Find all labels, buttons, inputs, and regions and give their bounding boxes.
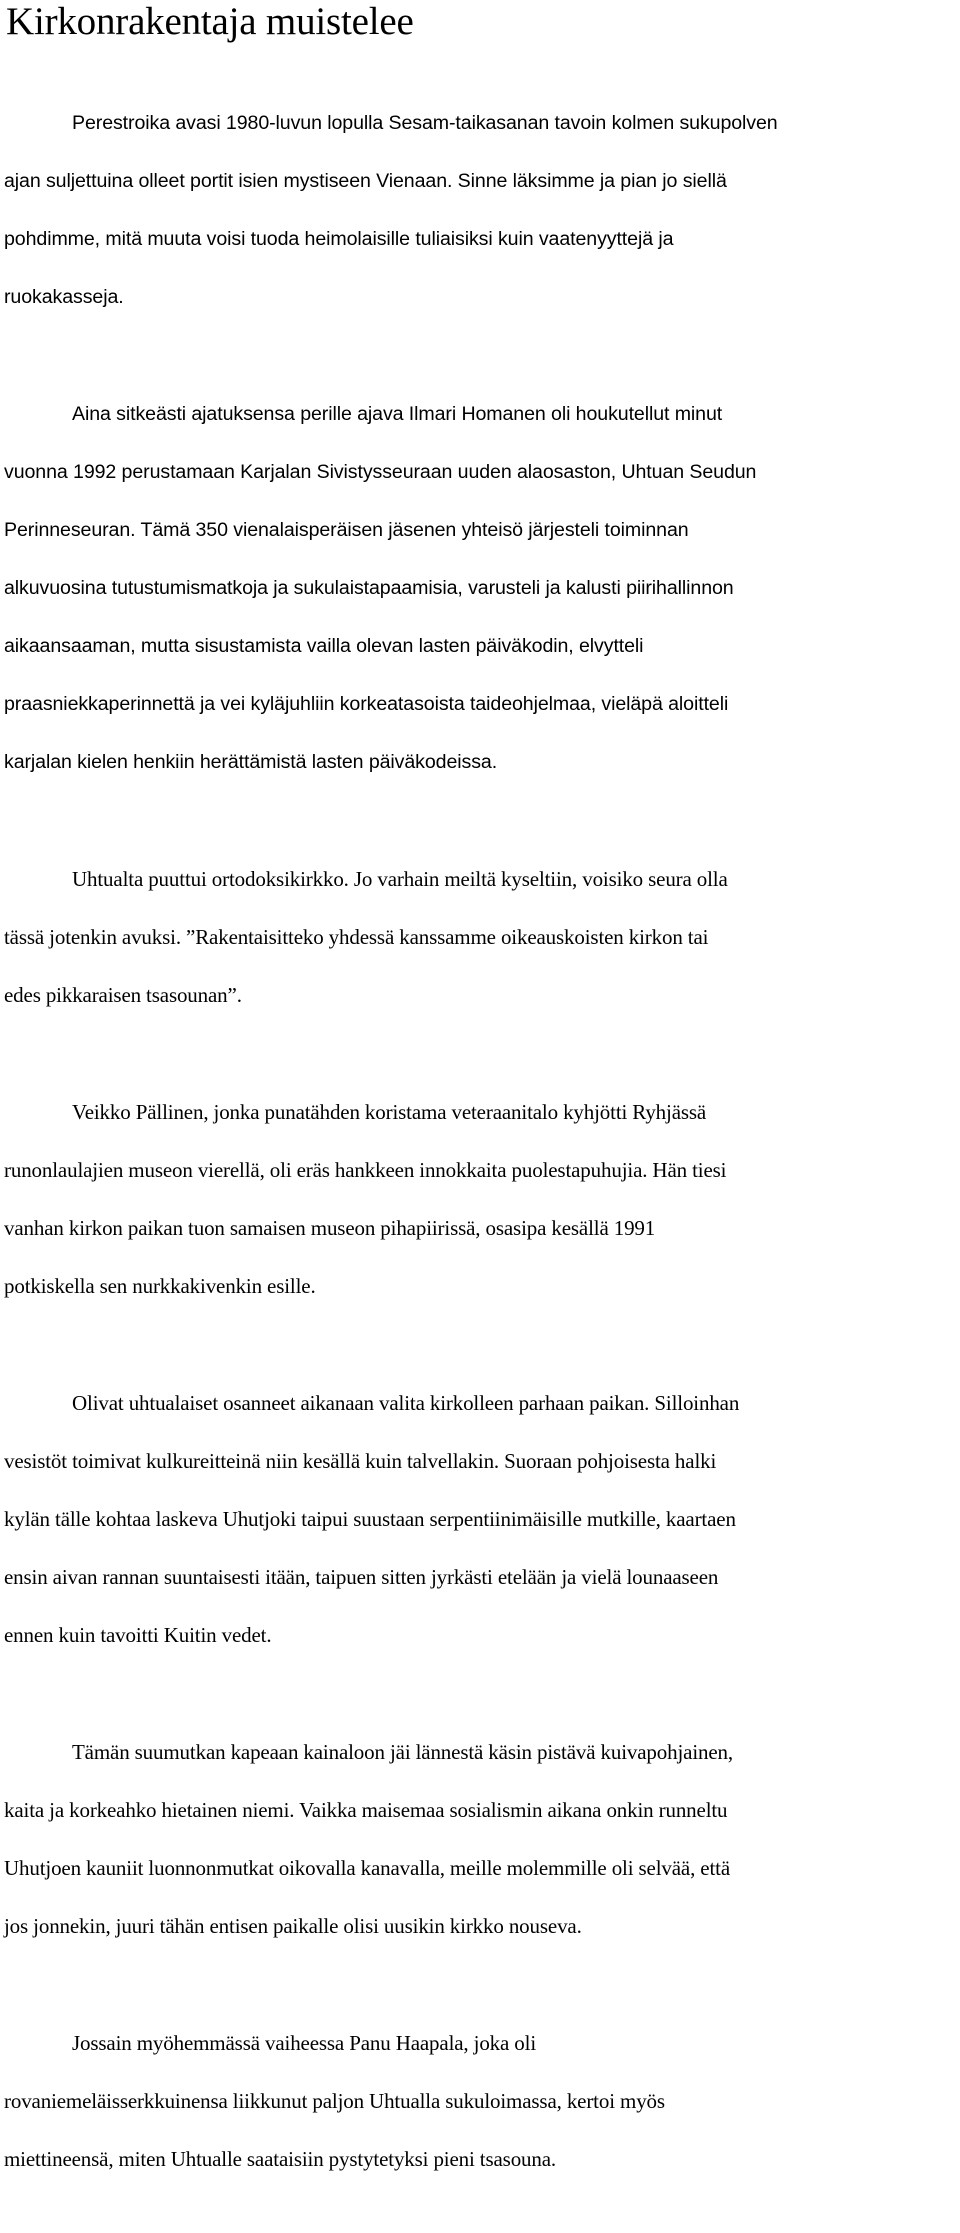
- paragraph-7-line-2: rovaniemeläisserkkuinensa liikkunut paljon Uhtualla sukuloimassa, kertoi myös: [4, 2089, 665, 2113]
- paragraph-2-line-4: alkuvuosina tutustumismatkoja ja sukulaistapaamisia, varusteli ja kalusti piirihallinnon: [4, 577, 734, 599]
- paragraph-2-line-6: praasniekkaperinnettä ja vei kyläjuhliin korkeatasoista taideohjelmaa, vieläpä aloitteli: [4, 693, 729, 715]
- page-title: Kirkonrakentaja muistelee: [6, 0, 414, 43]
- paragraph-5-line-2: vesistöt toimivat kulkureitteinä niin kesällä kuin talvellakin. Suoraan pohjoisesta halki: [4, 1449, 717, 1473]
- paragraph-2-line-5: aikaansaaman, mutta sisustamista vailla olevan lasten päiväkodin, elvytteli: [4, 635, 644, 657]
- paragraph-4-line-1: Veikko Pällinen, jonka punatähden koristama veteraanitalo kyhjötti Ryhjässä: [72, 1100, 707, 1124]
- paragraph-5-line-4: ensin aivan rannan suuntaisesti itään, taipuen sitten jyrkästi etelään ja vielä lounaaseen: [4, 1565, 719, 1589]
- paragraph-7: [4, 2000, 952, 2203]
- paragraph-5-line-5: ennen kuin tavoitti Kuitin vedet.: [4, 1623, 272, 1647]
- paragraph-3-line-3: edes pikkaraisen tsasounan”.: [4, 983, 242, 1007]
- paragraph-2-line-1: Aina sitkeästi ajatuksensa perille ajava Ilmari Homanen oli houkutellut minut: [72, 403, 723, 425]
- article-body: [4, 80, 952, 2233]
- paragraph-6-line-3: Uhutjoen kauniit luonnonmutkat oikovalla kanavalla, meille molemmille oli selvää, että: [4, 1856, 730, 1880]
- paragraph-7-line-3: miettineensä, miten Uhtualle saataisiin pystytetyksi pieni tsasouna.: [4, 2147, 557, 2171]
- paragraph-5-line-3: kylän tälle kohtaa laskeva Uhutjoki taipui suustaan serpentiinimäisille mutkille, kaartaen: [4, 1507, 736, 1531]
- paragraph-4-line-2: runonlaulajien museon vierellä, oli eräs hankkeen innokkaita puolestapuhujia. Hän tiesi: [4, 1158, 727, 1182]
- paragraph-4: [4, 1069, 952, 1330]
- paragraph-3: [4, 836, 952, 1039]
- paragraph-4-line-4: potkiskella sen nurkkakivenkin esille.: [4, 1274, 316, 1298]
- paragraph-3-line-2: tässä jotenkin avuksi. ”Rakentaisitteko yhdessä kanssamme oikeauskoisten kirkon tai: [4, 925, 709, 949]
- paragraph-3-line-1: Uhtualta puuttui ortodoksikirkko. Jo varhain meiltä kyseltiin, voisiko seura olla: [72, 867, 728, 891]
- paragraph-4-line-3: vanhan kirkon paikan tuon samaisen museon pihapiirissä, osasipa kesällä 1991: [4, 1216, 656, 1240]
- paragraph-6-line-1: Tämän suumutkan kapeaan kainaloon jäi lännestä käsin pistävä kuivapohjainen,: [72, 1740, 733, 1764]
- paragraph-6-line-2: kaita ja korkeahko hietainen niemi. Vaikka maisemaa sosialismin aikana onkin runneltu: [4, 1798, 728, 1822]
- paragraph-2-line-7: karjalan kielen henkiin herättämistä lasten päiväkodeissa.: [4, 751, 498, 773]
- paragraph-5-line-1: Olivat uhtualaiset osanneet aikanaan valita kirkolleen parhaan paikan. Silloinhan: [72, 1391, 740, 1415]
- paragraph-1-line-1: Perestroika avasi 1980-luvun lopulla Sesam-taikasanan tavoin kolmen sukupolven: [72, 112, 778, 134]
- paragraph-2-line-3: Perinneseuran. Tämä 350 vienalaisperäisen jäsenen yhteisö järjesteli toiminnan: [4, 519, 689, 541]
- paragraph-1: [4, 80, 952, 341]
- paragraph-2: [4, 371, 952, 806]
- paragraph-5: [4, 1360, 952, 1679]
- paragraph-1-line-4: ruokakasseja.: [4, 286, 124, 308]
- paragraph-6-line-4: jos jonnekin, juuri tähän entisen paikalle olisi uusikin kirkko nouseva.: [4, 1914, 582, 1938]
- paragraph-2-line-2: vuonna 1992 perustamaan Karjalan Sivistysseuraan uuden alaosaston, Uhtuan Seudun: [4, 461, 757, 483]
- paragraph-7-line-1: Jossain myöhemmässä vaiheessa Panu Haapala, joka oli: [72, 2031, 537, 2055]
- paragraph-6: [4, 1709, 952, 1970]
- paragraph-1-line-3: pohdimme, mitä muuta voisi tuoda heimolaisille tuliaisiksi kuin vaatenyyttejä ja: [4, 228, 674, 250]
- paragraph-1-line-2: ajan suljettuina olleet portit isien mystiseen Vienaan. Sinne läksimme ja pian jo siellä: [4, 170, 727, 192]
